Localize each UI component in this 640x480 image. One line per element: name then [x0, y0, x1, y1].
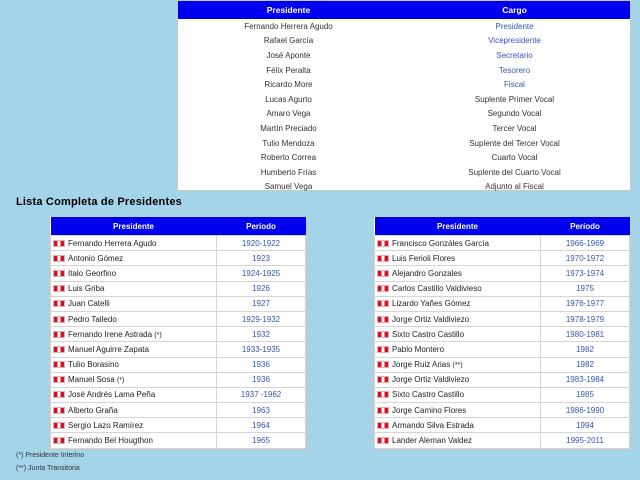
board-member-role: Suplente Primer Vocal: [474, 94, 555, 104]
president-name-cell: [51, 281, 217, 296]
president-name: Manuel Aguirre Zapata: [68, 344, 149, 354]
board-row: [178, 121, 630, 136]
president-name: Jorge Ruiz Arias: [392, 360, 451, 370]
peru-flag-icon: [377, 300, 389, 307]
president-row: [375, 296, 630, 311]
peru-flag-icon: [53, 407, 65, 414]
board-member-role: Fiscal: [504, 80, 525, 90]
president-name: Italo Georfino: [68, 268, 117, 278]
president-period: 1978-1979: [541, 311, 630, 326]
peru-flag-icon: [377, 270, 389, 277]
board-member-role: Tesorero: [498, 65, 531, 75]
board-member-role: Segundo Vocal: [487, 109, 542, 119]
board-row: [178, 107, 630, 122]
president-row: [51, 251, 306, 266]
president-name-cell: [375, 266, 541, 281]
peru-flag-icon: [377, 240, 389, 247]
president-note: (*): [116, 377, 125, 385]
president-name-cell: [51, 236, 217, 251]
peru-flag-icon: [377, 285, 389, 292]
president-row: [51, 403, 306, 418]
president-period: 1980-1981: [541, 327, 630, 342]
president-period: 1982: [541, 357, 630, 372]
president-row: [375, 342, 630, 357]
peru-flag-icon: [53, 437, 65, 444]
presidents-table-right: [373, 216, 631, 450]
board-table: [177, 0, 631, 191]
president-name: Fernando Herrera Agudo: [68, 238, 157, 248]
president-name: Lander Aleman Valdez: [392, 436, 472, 446]
president-period: 1923: [217, 251, 306, 266]
president-name-cell: [375, 281, 541, 296]
president-period: 1929-1932: [217, 311, 306, 326]
president-period: 1932: [217, 327, 306, 342]
board-member-role: Cuarto Vocal: [491, 153, 538, 163]
president-row: [51, 296, 306, 311]
peru-flag-icon: [377, 331, 389, 338]
president-row: [51, 357, 306, 372]
president-name: Pedro Talledo: [68, 314, 117, 324]
president-row: [375, 311, 630, 326]
president-name-cell: [51, 296, 217, 311]
board-row: [178, 19, 630, 34]
peru-flag-icon: [53, 391, 65, 398]
peru-flag-icon: [53, 300, 65, 307]
president-name: Luis Ferioli Flores: [392, 253, 456, 263]
president-row: [51, 342, 306, 357]
president-name-cell: [375, 433, 541, 448]
presidents-header-name: Presidente: [375, 217, 541, 236]
president-period: 1983-1984: [541, 372, 630, 387]
section-title: Lista Completa de Presidentes: [16, 196, 182, 208]
president-row: [375, 357, 630, 372]
president-name-cell: [375, 236, 541, 251]
president-name: Antonio Gómez: [68, 253, 124, 263]
president-name-cell: [375, 327, 541, 342]
president-row: [375, 387, 630, 402]
president-name-cell: [375, 418, 541, 433]
president-period: 1936: [217, 372, 306, 387]
peru-flag-icon: [377, 391, 389, 398]
president-period: 1973-1974: [541, 266, 630, 281]
president-row: [51, 281, 306, 296]
president-row: [51, 311, 306, 326]
president-note: (*): [154, 331, 162, 339]
president-name-cell: [51, 418, 217, 433]
president-name-cell: [51, 342, 217, 357]
president-name: Carlos Castillo Valdivieso: [392, 284, 482, 294]
presidents-table-left: [49, 216, 307, 450]
peru-flag-icon: [377, 376, 389, 383]
board-member-name: Martín Preciado: [260, 123, 317, 133]
peru-flag-icon: [53, 316, 65, 323]
board-member-role: Vicepresidente: [488, 36, 541, 46]
peru-flag-icon: [53, 422, 65, 429]
president-name: Armando Silva Estrada: [392, 420, 474, 430]
president-period: 1964: [217, 418, 306, 433]
presidents-header-row: [375, 217, 630, 236]
president-row: [375, 236, 630, 251]
president-name-cell: [375, 311, 541, 326]
peru-flag-icon: [53, 331, 65, 338]
president-period: 1926: [217, 281, 306, 296]
board-row: [178, 63, 630, 78]
board-member-name: Ricardo More: [264, 80, 313, 90]
president-name: Francisco Gonzáles García: [392, 238, 489, 248]
president-period: 1965: [217, 433, 306, 448]
board-header-row: [178, 1, 630, 19]
president-row: [51, 387, 306, 402]
president-row: [51, 418, 306, 433]
president-name: Alberto Graña: [68, 405, 118, 415]
peru-flag-icon: [53, 346, 65, 353]
president-row: [51, 327, 306, 342]
president-row: [375, 327, 630, 342]
president-row: [375, 418, 630, 433]
president-row: [375, 403, 630, 418]
peru-flag-icon: [377, 407, 389, 414]
president-name-cell: [51, 372, 217, 387]
president-name: José Andrés Lama Peña: [68, 390, 156, 400]
president-name: Jorge Ortiz Valdiviezo: [392, 314, 470, 324]
president-name-cell: [51, 433, 217, 448]
president-period: 1963: [217, 403, 306, 418]
board-row: [178, 77, 630, 92]
president-period: 1975: [541, 281, 630, 296]
board-member-name: José Aponte: [266, 50, 311, 60]
president-row: [51, 372, 306, 387]
board-member-name: Amaro Vega: [266, 109, 311, 119]
president-name: Juan Catelli: [68, 299, 110, 309]
president-name-cell: [375, 372, 541, 387]
peru-flag-icon: [53, 240, 65, 247]
president-period: 1982: [541, 342, 630, 357]
president-period: 1976-1977: [541, 296, 630, 311]
president-name: Lizardo Yañes Gómez: [392, 299, 471, 309]
president-name-cell: [51, 311, 217, 326]
president-period: 1995-2011: [541, 433, 630, 448]
president-name: Pablo Montero: [392, 344, 445, 354]
board-member-role: Suplente del Cuarto Vocal: [468, 167, 561, 177]
president-name-cell: [375, 387, 541, 402]
president-name-cell: [51, 266, 217, 281]
presidents-header-period: Período: [541, 217, 630, 236]
president-note: (**): [452, 362, 463, 370]
president-row: [51, 236, 306, 251]
board-member-name: Rafael García: [263, 36, 314, 46]
peru-flag-icon: [377, 361, 389, 368]
president-period: 1994: [541, 418, 630, 433]
peru-flag-icon: [377, 346, 389, 353]
board-member-role: Tercer Vocal: [492, 123, 537, 133]
president-row: [51, 266, 306, 281]
president-period: 1927: [217, 296, 306, 311]
peru-flag-icon: [53, 285, 65, 292]
president-name-cell: [51, 387, 217, 402]
president-name-cell: [375, 403, 541, 418]
footnote-interim: (*) Presidente Interino: [16, 452, 85, 459]
board-row: [178, 136, 630, 151]
board-row: [178, 34, 630, 49]
peru-flag-icon: [377, 255, 389, 262]
board-member-name: Humberto Frías: [260, 167, 317, 177]
board-header-president: Presidente: [178, 1, 399, 19]
president-name: Jorge Ortiz Valdiviezo: [392, 375, 470, 385]
board-member-role: Presidente: [495, 21, 534, 31]
president-name: Tulio Borasino: [68, 360, 119, 370]
president-name: Fernando Bel Hougthon: [68, 436, 153, 446]
president-row: [375, 433, 630, 448]
president-period: 1970-1972: [541, 251, 630, 266]
board-member-name: Félix Peralta: [266, 65, 311, 75]
board-row: [178, 92, 630, 107]
board-member-name: Lucas Agurto: [265, 94, 312, 104]
president-name-cell: [375, 296, 541, 311]
peru-flag-icon: [377, 316, 389, 323]
footnote-junta: (**) Junta Transitoria: [16, 465, 80, 472]
presidents-header-row: [51, 217, 306, 236]
president-name-cell: [51, 403, 217, 418]
board-member-name: Roberto Correa: [260, 153, 317, 163]
peru-flag-icon: [377, 422, 389, 429]
board-member-name: Samuel Vega: [264, 182, 313, 192]
president-row: [375, 281, 630, 296]
president-name-cell: [375, 251, 541, 266]
peru-flag-icon: [53, 255, 65, 262]
board-member-role: Secretario: [496, 50, 533, 60]
president-period: 1985: [541, 387, 630, 402]
presidents-header-name: Presidente: [51, 217, 217, 236]
president-name: Sixto Castro Castillo: [392, 390, 465, 400]
president-name-cell: [375, 342, 541, 357]
president-name-cell: [51, 357, 217, 372]
president-name-cell: [51, 327, 217, 342]
presidents-header-period: Período: [217, 217, 306, 236]
peru-flag-icon: [53, 361, 65, 368]
president-period: 1966-1969: [541, 236, 630, 251]
peru-flag-icon: [53, 270, 65, 277]
board-row: [178, 48, 630, 63]
peru-flag-icon: [53, 376, 65, 383]
board-member-name: Tulio Mendoza: [262, 138, 315, 148]
president-name-cell: [51, 251, 217, 266]
president-name: Manuel Sosa: [68, 375, 115, 385]
board-row: [178, 150, 630, 165]
president-period: 1986-1990: [541, 403, 630, 418]
president-name: Luis Griba: [68, 284, 105, 294]
president-name: Sixto Castro Castillo: [392, 329, 465, 339]
board-member-role: Adjunto al Fiscal: [485, 182, 544, 192]
president-name: Alejandro Gonzales: [392, 268, 462, 278]
president-period: 1933-1935: [217, 342, 306, 357]
board-member-role: Suplente del Tercer Vocal: [469, 138, 560, 148]
board-header-role: Cargo: [399, 1, 630, 19]
president-period: 1924-1925: [217, 266, 306, 281]
president-name: Jorge Camino Flores: [392, 405, 467, 415]
president-period: 1936: [217, 357, 306, 372]
peru-flag-icon: [377, 437, 389, 444]
president-period: 1937 -1962: [217, 387, 306, 402]
president-row: [375, 251, 630, 266]
president-row: [375, 372, 630, 387]
president-period: 1920-1922: [217, 236, 306, 251]
board-row: [178, 165, 630, 180]
president-row: [375, 266, 630, 281]
president-row: [51, 433, 306, 448]
board-row: [178, 180, 630, 195]
president-name: Fernando Irene Astrada: [68, 329, 153, 339]
president-name: Sergio Lazo Ramírez: [68, 420, 144, 430]
board-member-name: Fernando Herrera Agudo: [244, 21, 333, 31]
president-name-cell: [375, 357, 541, 372]
